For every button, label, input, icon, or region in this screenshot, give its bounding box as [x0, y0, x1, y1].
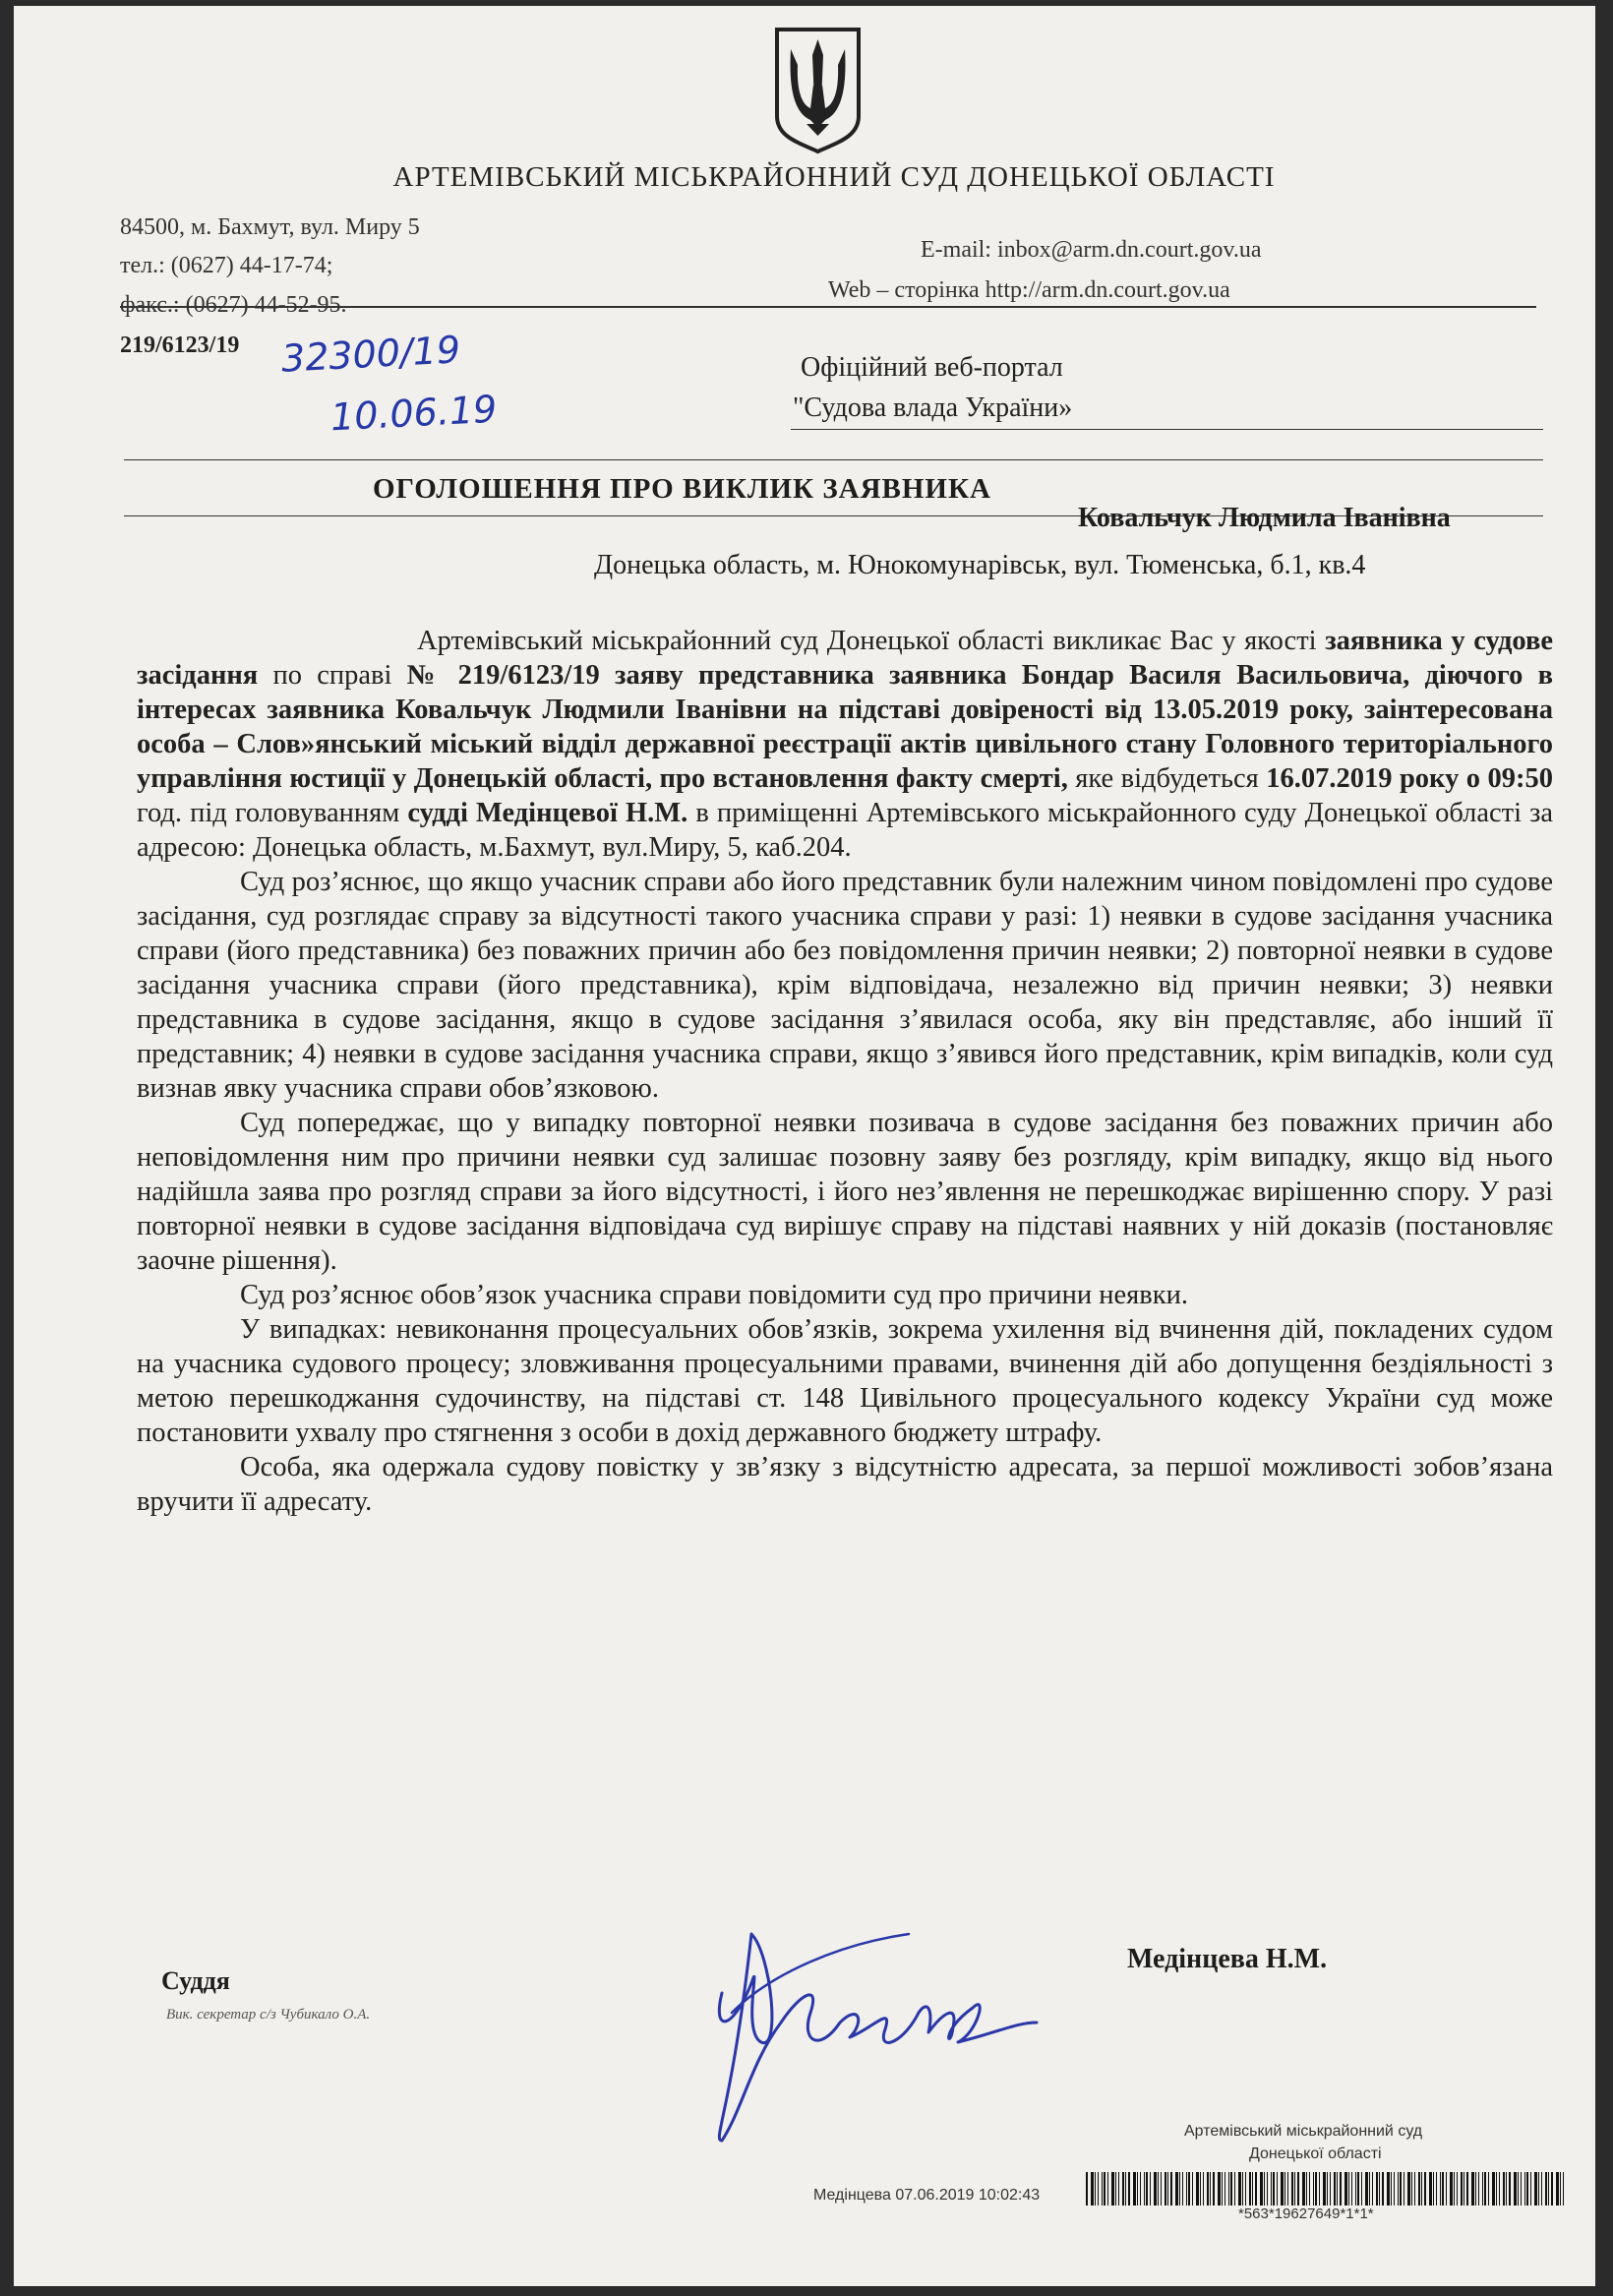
paragraph-penalty: У випадках: невиконання процесуальних обов’язків, зокрема ухилення від вчинення дій, покладених судом на учасника судового процесу; зловживання процесуальними правами, вчинення дій або допущення бездіяльності з метою перешкоджання судочинству, на підставі ст. 148 Цивільного процесуального кодексу України суд може постановити ухвалу про стягнення з особи в дохід державного бюджету штрафу. — [137, 1314, 1553, 1448]
paragraph-summons: Артемівський міськрайонний суд Донецької області викликає Вас у якості заявника у судове засідання по справі № 219/6123/19 заяву представника заявника Бондар Василя Васильовича, діючого в інтересах заявника Ковальчук Людмили Іванівни на підставі довіреності від 13.05.2019 року, заінтересована особа – Слов»янський міський відділ державної реєстрації актів цивільного стану Головного територіального управління юстиції у Донецькій області, про встановлення факту смерті, яке відбудеться 16.07.2019 року о 09:50 год. під головуванням судді Медінцевої Н.М. в приміщенні Артемівського міськрайонного суду Донецької області за адресою: Донецька область, м.Бахмут, вул.Миру, 5, каб.204. — [137, 626, 1553, 863]
notice-body — [137, 624, 1553, 1519]
handwritten-date: 10.06.19 — [329, 387, 499, 440]
addressee-address: Донецька область, м. Юнокомунарівськ, вул. Тюменська, б.1, кв.4 — [594, 550, 1366, 580]
paragraph-absence-rules: Суд роз’яснює, що якщо учасник справи або його представник були належним чином повідомлені про судове засідання, суд розглядає справу за відсутності такого учасника справи у разі: 1) неявки в судове засідання учасника справи (його представника) без поважних причин або без повідомлення причин неявки; 2) повторної неявки в судове засідання учасника справи (його представника), крім відповідача, незалежно від причин неявки; 3) неявки представника в судове засідання, якщо в судове засідання з’явилася особа, яку він представляє, або інший її представник; 4) неявки в судове засідання учасника справи, якщо з’явився його представник, крім випадків, коли суд визнав явку учасника справи обов’язковою. — [137, 867, 1553, 1104]
handwritten-registration-number: 32300/19 — [279, 328, 462, 381]
case-number: 219/6123/19 — [120, 332, 240, 358]
portal-line-1: Офіційний веб-портал — [801, 352, 1063, 383]
addressee-name: Ковальчук Людмила Іванівна — [1078, 503, 1451, 533]
court-address: 84500, м. Бахмут, вул. Миру 5 — [120, 214, 420, 240]
stamp-region: Донецької області — [1249, 2145, 1382, 2162]
trident-emblem-icon — [771, 26, 865, 155]
handwritten-signature-icon — [692, 1914, 1056, 2150]
stamp-court-name: Артемівський міськрайонний суд — [1184, 2123, 1423, 2140]
paragraph-delivery: Особа, яка одержала судову повістку у зв’язку з відсутністю адресата, за першої можливості зобов’язана вручити її адресату. — [137, 1452, 1553, 1517]
document-page — [14, 6, 1595, 2286]
court-phone: тел.: (0627) 44-17-74; — [120, 253, 333, 278]
paragraph-obligation: Суд роз’яснює обов’язок учасника справи повідомити суд про причини неявки. — [240, 1280, 1188, 1310]
judge-name: Медінцева Н.М. — [1127, 1944, 1328, 1974]
electronic-signature-stamp: Медінцева 07.06.2019 10:02:43 — [813, 2187, 1041, 2204]
judge-label: Суддя — [161, 1966, 230, 1995]
clerk-note: Вик. секретар с/з Чубикало О.А. — [166, 2007, 371, 2023]
portal-underline — [791, 429, 1543, 430]
notice-title: ОГОЛОШЕННЯ ПРО ВИКЛИК ЗАЯВНИКА — [373, 473, 991, 505]
court-fax: факс.: (0627) 44-52-95. — [120, 292, 347, 318]
portal-line-2: "Судова влада України» — [793, 393, 1073, 423]
barcode-icon — [1086, 2172, 1568, 2205]
notice-top-rule — [124, 459, 1543, 460]
court-name: АРТЕМІВСЬКИЙ МІСЬКРАЙОННИЙ СУД ДОНЕЦЬКОЇ ОБЛАСТІ — [392, 161, 1276, 193]
header-divider — [120, 306, 1536, 308]
barcode-number: *563*19627649*1*1* — [1238, 2205, 1374, 2222]
court-website: Web – сторінка http://arm.dn.court.gov.ua — [828, 277, 1230, 303]
paragraph-warning: Суд попереджає, що у випадку повторної неявки позивача в судове засідання без поважних причин або неповідомлення ним про причини неявки суд залишає позовну заяву без розгляду, крім випадку, якщо від нього надійшла заява про розгляд справи за його відсутності, і його нез’явлення не перешкоджає вирішенню спору. У разі повторної неявки в судове засідання відповідача суд вирішує справу на підставі наявних у ній доказів (постановляє заочне рішення). — [137, 1108, 1553, 1276]
court-email: E-mail: inbox@arm.dn.court.gov.ua — [921, 237, 1262, 263]
